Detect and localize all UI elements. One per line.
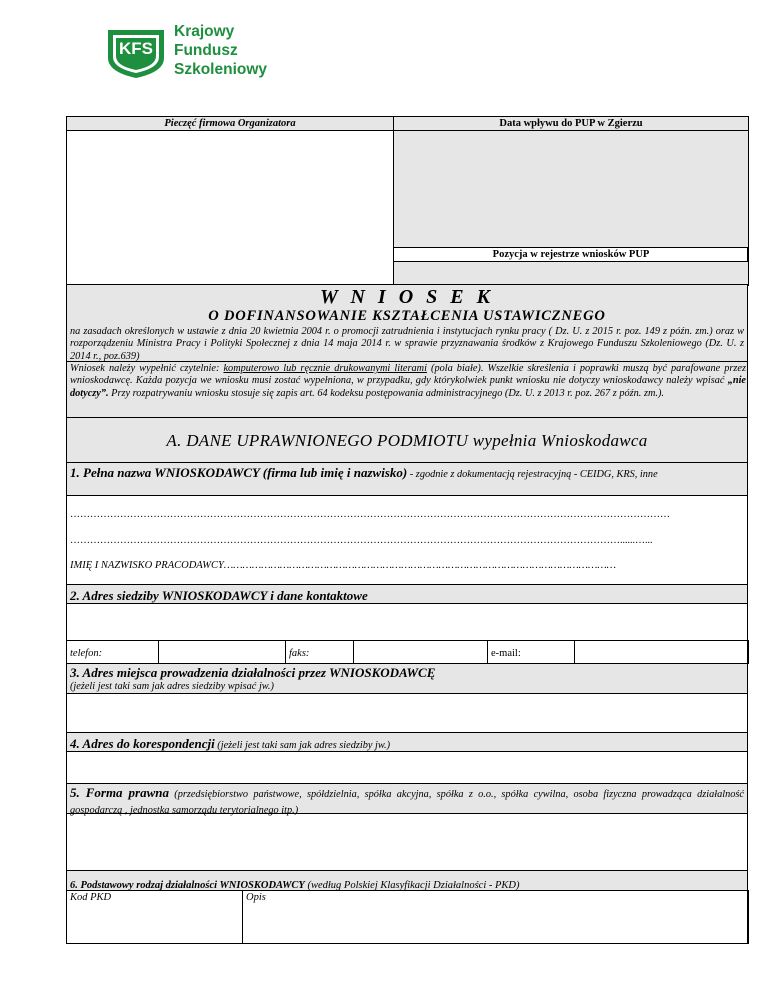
s4-field[interactable] xyxy=(66,751,748,784)
header-box xyxy=(66,116,748,285)
s2-contact-row xyxy=(66,640,748,664)
form-subtitle: O DOFINANSOWANIE KSZTAŁCENIA USTAWICZNEGO xyxy=(208,308,606,324)
s5-note: (przedsiębiorstwo państwowe, spółdzielnia, spółka akcyjna, spółka z o.o., spółka cywilna, osoba fizyczna prowadząca działalność gospodarczą , jednostka samorządu terytorialnego itp.) xyxy=(70,789,744,816)
s6-table xyxy=(66,890,748,944)
s1-dots-line-1: ……………………………………………………………………………………………………………………………………………………………… xyxy=(70,509,670,520)
instructions-part-3: Przy rozpatrywaniu wniosku stosuje się zapis art. 64 kodeksu postępowania administracyjnego (Dz. U. z 2013 r. poz. 267 z późn. zm.). xyxy=(108,387,664,399)
register-label-cell xyxy=(393,247,749,262)
logo-text xyxy=(174,22,267,79)
s3-header xyxy=(66,663,748,694)
kfs-abbr: KFS xyxy=(119,39,153,58)
register-field xyxy=(393,261,749,286)
stamp-field[interactable] xyxy=(66,130,394,286)
s3-field[interactable] xyxy=(66,693,748,733)
fax-field[interactable] xyxy=(353,640,488,664)
instructions-part-2: (pola białe). Wszelkie skreślenia i poprawki muszą być parafowane przez wnioskodawcę. Każda pozycja we wniosku musi zostać wypełniona, w przypadku, gdy którykolwiek punkt wniosku nie dotyczy wnioskodawcy należy wpisać xyxy=(70,363,747,387)
instructions-part-1: Wniosek należy wypełnić czytelnie: xyxy=(70,363,224,374)
s4-head: 4. Adres do korespondencji xyxy=(70,736,215,751)
logo-line-1: Krajowy xyxy=(174,23,235,40)
stamp-label: Pieczęć firmowa Organizatora xyxy=(164,118,296,129)
fax-label: faks: xyxy=(289,648,310,659)
pkd-code-cell[interactable] xyxy=(66,890,243,944)
s6-head: 6. Podstawowy rodzaj działalności WNIOSKODAWCY xyxy=(70,880,305,891)
s5-field[interactable] xyxy=(66,813,748,871)
pkd-description-cell[interactable] xyxy=(242,890,749,944)
date-field xyxy=(393,130,749,248)
pkd-code-label: Kod PKD xyxy=(70,892,112,903)
pkd-description-label: Opis xyxy=(246,892,266,903)
s6-header xyxy=(66,870,748,891)
instructions-text xyxy=(70,363,746,400)
phone-field[interactable] xyxy=(158,640,286,664)
date-label: Data wpływu do PUP w Zgierzu xyxy=(499,118,643,129)
email-field[interactable] xyxy=(574,640,749,664)
logo-line-2: Fundusz xyxy=(174,42,238,59)
s2-address-field[interactable] xyxy=(66,603,748,641)
s2-head: 2. Adres siedziby WNIOSKODAWCY i dane kontaktowe xyxy=(70,588,368,603)
s3-head: 3. Adres miejsca prowadzenia działalności przez WNIOSKODAWCĘ xyxy=(70,665,436,680)
s1-note: - zgodnie z dokumentacją rejestracyjną - CEIDG, KRS, inne xyxy=(407,469,658,480)
instructions-bold: „nie dotyczy”. xyxy=(70,375,746,399)
s1-dots-line-2: …………………………………………………………………………………………………………………………………………………......…... xyxy=(70,535,653,546)
email-label: e-mail: xyxy=(491,648,521,659)
fax-label-cell xyxy=(285,640,354,664)
section-a-box xyxy=(66,417,748,463)
form-title: W N I O S E K xyxy=(320,286,494,308)
s5-header xyxy=(66,783,748,814)
phone-label-cell xyxy=(66,640,159,664)
logo-line-3: Szkoleniowy xyxy=(174,61,268,78)
instructions-divider xyxy=(66,361,748,362)
s6-note: (według Polskiej Klasyfikacji Działalności - PKD) xyxy=(304,880,520,891)
s2-header xyxy=(66,584,748,604)
date-label-cell xyxy=(393,116,749,131)
register-label: Pozycja w rejestrze wniosków PUP xyxy=(492,249,650,260)
stamp-label-cell xyxy=(66,116,394,131)
legal-basis: na zasadach określonych w ustawie z dnia 20 kwietnia 2004 r. o promocji zatrudnienia i instytucjach rynku pracy ( Dz. U. z 2015 r. poz. 149 z późn. zm.) oraz w rozporządzeniu Ministra Pracy i Polityki Społecznej z dnia 14 maja 2014 r. w sprawie przyznawania środków z Krajowego Funduszu Szkoleniowego (Dz. U. z 2014 r., poz.639) xyxy=(70,326,744,362)
email-label-cell xyxy=(487,640,575,664)
s1-head: 1. Pełna nazwa WNIOSKODAWCY (firma lub imię i nazwisko) xyxy=(70,465,408,480)
kfs-logo xyxy=(104,22,284,84)
s1-body[interactable] xyxy=(66,495,748,585)
section-a-title: A. DANE UPRAWNIONEGO PODMIOTU wypełnia Wnioskodawca xyxy=(166,431,648,450)
s4-note: (jeżeli jest taki sam jak adres siedziby jw.) xyxy=(214,740,391,751)
instructions-underlined: komputerowo lub ręcznie drukowanymi literami xyxy=(223,363,427,374)
s1-header xyxy=(66,462,748,496)
s3-note: (jeżeli jest taki sam jak adres siedziby wpisać jw.) xyxy=(70,681,274,692)
s5-head: 5. Forma prawna xyxy=(70,785,169,800)
s1-employer-label: IMIĘ I NAZWISKO PRACODAWCY……………………………………………………………………………………………………………… xyxy=(70,560,617,571)
s4-header xyxy=(66,732,748,752)
phone-label: telefon: xyxy=(70,648,103,659)
